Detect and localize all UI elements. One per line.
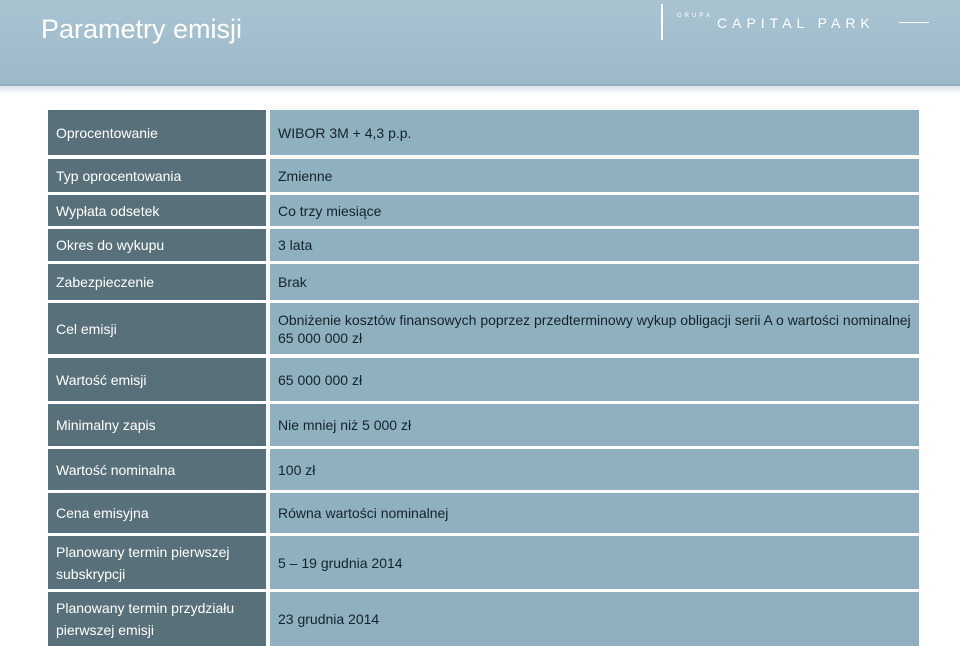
- logo-grupa-text: GRUPA: [677, 13, 713, 19]
- row-value: 3 lata: [270, 229, 919, 261]
- capital-park-logo: [661, 4, 941, 40]
- row-label: Typ oprocentowania: [48, 159, 266, 192]
- row-value: Równa wartości nominalnej: [270, 493, 919, 533]
- row-label: Wartość nominalna: [48, 449, 266, 490]
- issue-parameters-table: [48, 108, 919, 646]
- row-value: 65 000 000 zł: [270, 358, 919, 401]
- table-row: [48, 449, 919, 490]
- row-label: Minimalny zapis: [48, 404, 266, 446]
- row-label: Planowany termin pierwszej subskrypcji: [48, 536, 266, 589]
- table-row: [48, 404, 919, 446]
- row-label: Cel emisji: [48, 303, 266, 354]
- row-value: Obniżenie kosztów finansowych poprzez przedterminowy wykup obligacji serii A o wartości nominalnej 65 000 000 zł: [270, 303, 919, 354]
- row-label: Wypłata odsetek: [48, 195, 266, 226]
- row-label: Oprocentowanie: [48, 110, 266, 155]
- table-row: [48, 159, 919, 192]
- row-label: Planowany termin przydziału pierwszej emisji: [48, 592, 266, 646]
- header-shadow: [0, 84, 960, 94]
- row-value: 23 grudnia 2014: [270, 592, 919, 646]
- row-value: Nie mniej niż 5 000 zł: [270, 404, 919, 446]
- row-label: Okres do wykupu: [48, 229, 266, 261]
- table-row: [48, 195, 919, 226]
- page-title: Parametry emisji: [41, 14, 243, 44]
- table-row: [48, 303, 919, 354]
- table-row: [48, 110, 919, 155]
- row-value: Zmienne: [270, 159, 919, 192]
- table-row: [48, 493, 919, 533]
- row-value: WIBOR 3M + 4,3 p.p.: [270, 110, 919, 155]
- table-row: [48, 229, 919, 261]
- header-bar: [0, 0, 960, 86]
- logo-main-text: CAPITAL PARK: [717, 15, 875, 31]
- row-value: 100 zł: [270, 449, 919, 490]
- row-label: Cena emisyjna: [48, 493, 266, 533]
- row-value: Brak: [270, 264, 919, 300]
- table-row: [48, 264, 919, 300]
- logo-line: [899, 22, 929, 23]
- row-value: 5 – 19 grudnia 2014: [270, 536, 919, 589]
- table-row: [48, 592, 919, 646]
- row-label: Zabezpieczenie: [48, 264, 266, 300]
- table-row: [48, 536, 919, 589]
- row-value: Co trzy miesiące: [270, 195, 919, 226]
- logo-divider: [661, 4, 663, 40]
- row-label: Wartość emisji: [48, 358, 266, 401]
- table-row: [48, 358, 919, 401]
